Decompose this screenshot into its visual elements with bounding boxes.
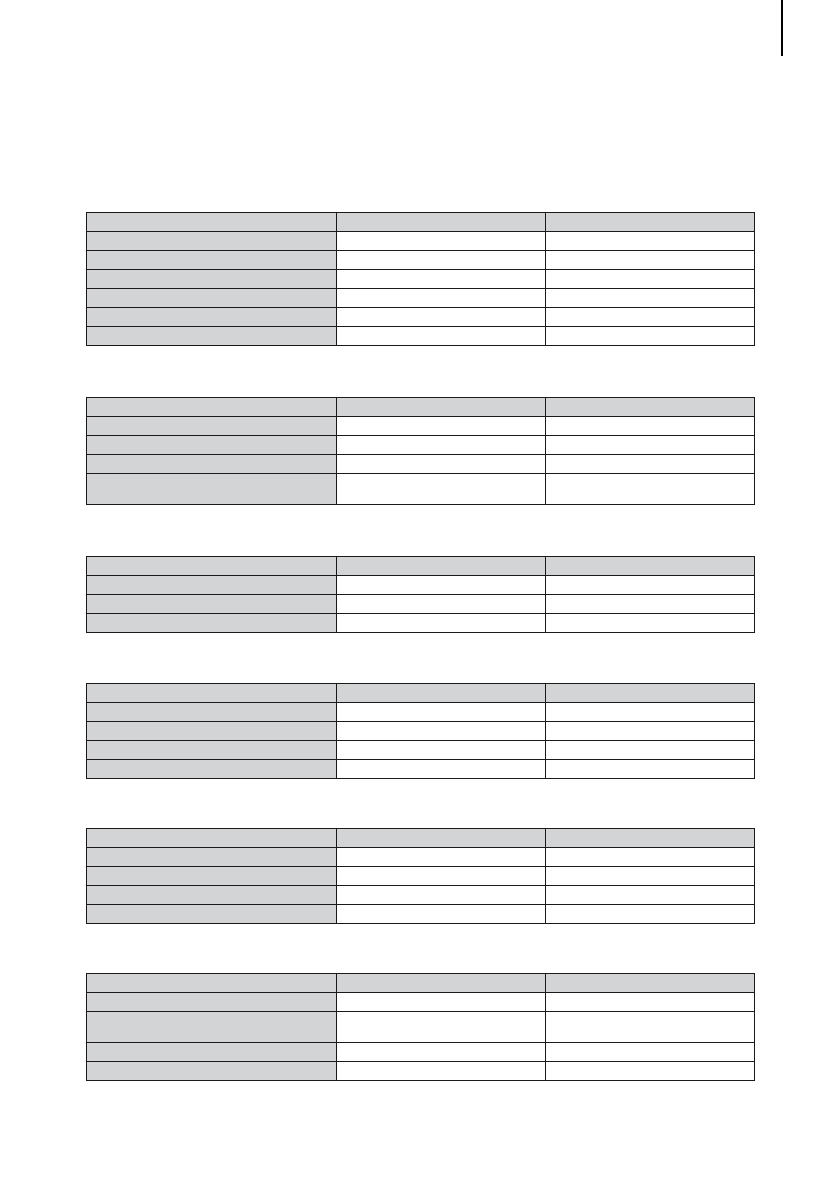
row-label-cell (87, 905, 337, 924)
table-header-cell (337, 213, 546, 232)
row-label-cell (87, 848, 337, 867)
row-value-cell (337, 232, 546, 251)
row-value-cell (337, 576, 546, 595)
table-row (87, 595, 755, 614)
row-value-cell (546, 576, 755, 595)
table-row (87, 848, 755, 867)
crop-mark (781, 0, 783, 56)
row-value-cell (546, 436, 755, 455)
table-header-cell (546, 684, 755, 703)
spec-table-4 (86, 683, 755, 779)
row-value-cell (546, 308, 755, 327)
row-value-cell (337, 289, 546, 308)
table-header-cell (337, 684, 546, 703)
table-row (87, 474, 755, 505)
row-value-cell (546, 595, 755, 614)
spec-table-6 (86, 973, 755, 1081)
row-label-cell (87, 327, 337, 346)
row-label-cell (87, 703, 337, 722)
table-header-cell (337, 974, 546, 993)
row-label-cell (87, 886, 337, 905)
row-label-cell (87, 1062, 337, 1081)
row-value-cell (546, 722, 755, 741)
row-label-cell (87, 741, 337, 760)
row-label-cell (87, 760, 337, 779)
row-value-cell (546, 760, 755, 779)
row-value-cell (337, 1062, 546, 1081)
table-header-cell (87, 213, 337, 232)
table-header-cell (337, 829, 546, 848)
table-row (87, 867, 755, 886)
table-header-cell (546, 398, 755, 417)
table-row (87, 905, 755, 924)
row-label-cell (87, 614, 337, 633)
table-header-row (87, 829, 755, 848)
table-header-cell (546, 557, 755, 576)
row-value-cell (546, 886, 755, 905)
row-value-cell (546, 327, 755, 346)
row-value-cell (546, 251, 755, 270)
table-header-cell (546, 829, 755, 848)
row-value-cell (337, 1012, 546, 1043)
row-value-cell (337, 741, 546, 760)
row-value-cell (337, 760, 546, 779)
row-value-cell (546, 905, 755, 924)
row-value-cell (546, 703, 755, 722)
row-value-cell (337, 722, 546, 741)
table-header-cell (337, 398, 546, 417)
row-value-cell (337, 993, 546, 1012)
row-value-cell (337, 848, 546, 867)
table-row (87, 614, 755, 633)
table-header-cell (87, 684, 337, 703)
table-row (87, 703, 755, 722)
row-value-cell (337, 308, 546, 327)
row-label-cell (87, 576, 337, 595)
row-value-cell (546, 1062, 755, 1081)
table-row (87, 327, 755, 346)
table-header-cell (87, 557, 337, 576)
row-label-cell (87, 417, 337, 436)
row-value-cell (546, 848, 755, 867)
spec-table-2 (86, 397, 755, 505)
row-label-cell (87, 251, 337, 270)
table-row (87, 993, 755, 1012)
row-value-cell (546, 867, 755, 886)
row-value-cell (337, 417, 546, 436)
table-header-cell (337, 557, 546, 576)
row-label-cell (87, 455, 337, 474)
row-value-cell (546, 417, 755, 436)
table-row (87, 760, 755, 779)
table-header-cell (546, 213, 755, 232)
table-row (87, 576, 755, 595)
table-row (87, 436, 755, 455)
row-value-cell (546, 741, 755, 760)
row-value-cell (337, 614, 546, 633)
row-label-cell (87, 474, 337, 505)
row-value-cell (546, 232, 755, 251)
row-value-cell (546, 474, 755, 505)
row-value-cell (337, 595, 546, 614)
table-header-cell (87, 974, 337, 993)
table-row (87, 741, 755, 760)
row-value-cell (546, 614, 755, 633)
table-row (87, 455, 755, 474)
table-row (87, 417, 755, 436)
table-row (87, 232, 755, 251)
row-value-cell (337, 905, 546, 924)
row-label-cell (87, 867, 337, 886)
row-label-cell (87, 993, 337, 1012)
row-value-cell (337, 270, 546, 289)
row-label-cell (87, 595, 337, 614)
spec-table-1 (86, 212, 755, 346)
table-row (87, 886, 755, 905)
row-value-cell (337, 1043, 546, 1062)
table-header-cell (87, 398, 337, 417)
row-value-cell (546, 289, 755, 308)
row-value-cell (546, 993, 755, 1012)
row-value-cell (337, 474, 546, 505)
table-header-row (87, 974, 755, 993)
row-value-cell (546, 270, 755, 289)
row-label-cell (87, 270, 337, 289)
row-value-cell (337, 867, 546, 886)
row-label-cell (87, 436, 337, 455)
table-header-cell (546, 974, 755, 993)
row-value-cell (546, 1012, 755, 1043)
table-row (87, 270, 755, 289)
row-value-cell (546, 455, 755, 474)
row-label-cell (87, 289, 337, 308)
row-value-cell (337, 327, 546, 346)
row-label-cell (87, 1012, 337, 1043)
table-header-cell (87, 829, 337, 848)
row-value-cell (337, 436, 546, 455)
row-label-cell (87, 308, 337, 327)
row-value-cell (337, 455, 546, 474)
spec-table-5 (86, 828, 755, 924)
table-header-row (87, 684, 755, 703)
table-header-row (87, 557, 755, 576)
spec-table-3 (86, 556, 755, 633)
table-row (87, 289, 755, 308)
table-row (87, 1062, 755, 1081)
row-label-cell (87, 722, 337, 741)
table-header-row (87, 213, 755, 232)
table-row (87, 722, 755, 741)
row-label-cell (87, 1043, 337, 1062)
table-row (87, 251, 755, 270)
row-value-cell (337, 251, 546, 270)
row-label-cell (87, 232, 337, 251)
table-row (87, 308, 755, 327)
row-value-cell (337, 703, 546, 722)
row-value-cell (546, 1043, 755, 1062)
table-header-row (87, 398, 755, 417)
table-row (87, 1012, 755, 1043)
row-value-cell (337, 886, 546, 905)
table-row (87, 1043, 755, 1062)
